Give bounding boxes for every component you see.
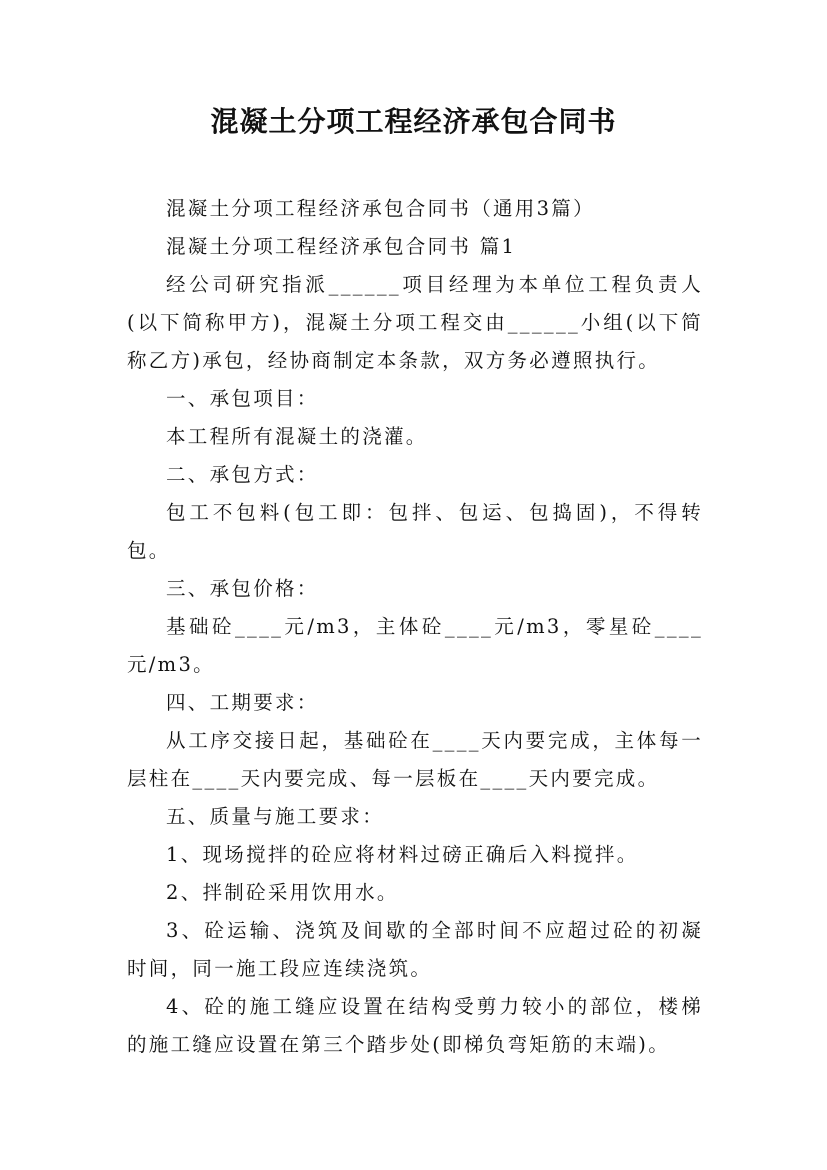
clause-heading-2: 二、承包方式： xyxy=(166,463,319,486)
intro-paragraph: 经公司研究指派______项目经理为本单位工程负责人(以下简称甲方)，混凝土分项工程交由______小组(以下简称乙方)承包，经协商制定本条款，双方务必遵照执行。 xyxy=(127,273,703,372)
quality-item-3: 3、砼运输、浇筑及间歇的全部时间不应超过砼的初凝时间，同一施工段应连续浇筑。 xyxy=(127,919,703,980)
document-body xyxy=(127,190,703,1064)
quality-item-4: 4、砼的施工缝应设置在结构受剪力较小的部位，楼梯的施工缝应设置在第三个踏步处(即梯负弯矩筋的末端)。 xyxy=(127,995,703,1056)
quality-item-2: 2、拌制砼采用饮用水。 xyxy=(166,881,399,904)
subtitle-paragraph: 混凝土分项工程经济承包合同书（通用3篇） xyxy=(166,197,595,220)
clause-text-4: 从工序交接日起，基础砼在____天内要完成，主体每一层柱在____天内要完成、每一层板在____天内要完成。 xyxy=(127,729,703,790)
clause-heading-3: 三、承包价格： xyxy=(166,577,319,600)
section-heading-paragraph: 混凝土分项工程经济承包合同书 篇1 xyxy=(166,235,517,258)
clause-text-1: 本工程所有混凝土的浇灌。 xyxy=(166,425,428,448)
clause-heading-4: 四、工期要求： xyxy=(166,691,319,714)
clause-text-2: 包工不包料(包工即：包拌、包运、包捣固)，不得转包。 xyxy=(127,501,703,562)
clause-heading-5: 五、质量与施工要求： xyxy=(166,805,385,828)
clause-heading-1: 一、承包项目： xyxy=(166,387,319,410)
clause-text-3: 基础砼____元/m3，主体砼____元/m3，零星砼____元/m3。 xyxy=(127,615,703,676)
document-title: 混凝土分项工程经济承包合同书 xyxy=(210,105,617,138)
quality-item-1: 1、现场搅拌的砼应将材料过磅正确后入料搅拌。 xyxy=(166,843,639,866)
